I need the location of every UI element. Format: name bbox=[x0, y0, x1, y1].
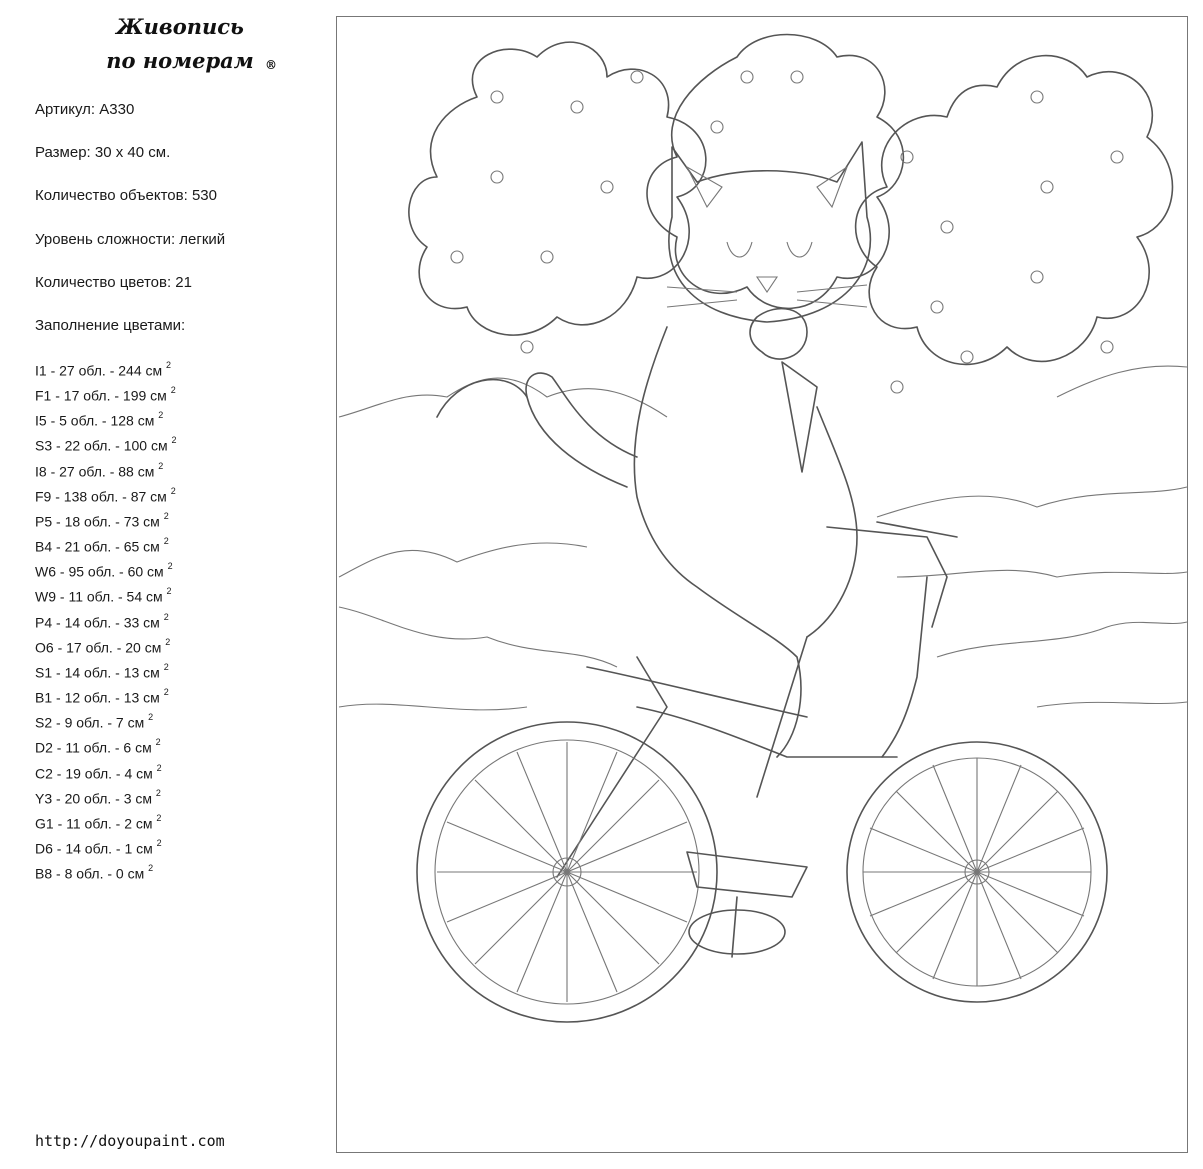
brand-logo bbox=[60, 10, 300, 78]
square-unit-superscript: 2 bbox=[156, 762, 162, 773]
color-fill-text: C2 - 19 обл. - 4 см bbox=[35, 765, 153, 782]
difficulty-level: Уровень сложности: легкий bbox=[35, 231, 226, 248]
color-fill-text: D6 - 14 обл. - 1 см bbox=[35, 840, 153, 857]
color-fill-item bbox=[35, 407, 176, 432]
square-unit-superscript: 2 bbox=[155, 737, 161, 748]
square-unit-superscript: 2 bbox=[163, 661, 169, 672]
color-fill-item bbox=[35, 760, 176, 785]
color-fill-text: D2 - 11 обл. - 6 см bbox=[35, 740, 152, 756]
color-fill-text: W6 - 95 обл. - 60 см bbox=[35, 563, 164, 580]
square-unit-superscript: 2 bbox=[170, 385, 176, 396]
color-fill-text: P4 - 14 обл. - 33 см bbox=[35, 614, 160, 631]
artwork-canvas bbox=[336, 16, 1188, 1153]
color-fill-item bbox=[35, 810, 176, 835]
color-fill-text: W9 - 11 обл. - 54 см bbox=[35, 589, 163, 606]
color-fill-text: G1 - 11 обл. - 2 см bbox=[35, 815, 153, 832]
color-fill-item bbox=[35, 357, 176, 382]
color-fill-list bbox=[35, 357, 176, 885]
square-unit-superscript: 2 bbox=[156, 837, 162, 848]
cat-on-bicycle-outline-icon bbox=[337, 17, 1189, 1154]
color-fill-text: F9 - 138 обл. - 87 см bbox=[35, 488, 167, 505]
objects-count: Количество объектов: 530 bbox=[35, 187, 217, 204]
color-fill-text: P5 - 18 обл. - 73 см bbox=[35, 513, 160, 530]
color-fill-item bbox=[35, 835, 176, 860]
square-unit-superscript: 2 bbox=[163, 510, 169, 521]
website-link[interactable]: http://doyoupaint.com bbox=[35, 1132, 225, 1150]
square-unit-superscript: 2 bbox=[170, 485, 176, 496]
registered-mark: ® bbox=[265, 58, 277, 72]
color-fill-item bbox=[35, 785, 176, 810]
color-fill-text: S1 - 14 обл. - 13 см bbox=[35, 664, 160, 681]
color-fill-item bbox=[35, 709, 176, 734]
square-unit-superscript: 2 bbox=[148, 863, 154, 874]
square-unit-superscript: 2 bbox=[163, 611, 169, 622]
color-fill-item bbox=[35, 382, 176, 407]
fill-heading: Заполнение цветами: bbox=[35, 317, 186, 334]
color-fill-text: B4 - 21 обл. - 65 см bbox=[35, 538, 160, 555]
color-fill-item bbox=[35, 684, 176, 709]
square-unit-superscript: 2 bbox=[167, 561, 173, 572]
color-fill-text: B1 - 12 обл. - 13 см bbox=[35, 689, 160, 706]
color-fill-item bbox=[35, 583, 176, 608]
square-unit-superscript: 2 bbox=[163, 687, 169, 698]
square-unit-superscript: 2 bbox=[158, 460, 164, 471]
square-unit-superscript: 2 bbox=[171, 435, 177, 446]
color-fill-item bbox=[35, 634, 176, 659]
color-fill-item bbox=[35, 533, 176, 558]
square-unit-superscript: 2 bbox=[156, 812, 162, 823]
square-unit-superscript: 2 bbox=[148, 712, 154, 723]
square-unit-superscript: 2 bbox=[155, 787, 161, 798]
color-fill-item bbox=[35, 508, 176, 533]
article-number: Артикул: А330 bbox=[35, 101, 135, 118]
color-fill-text: Y3 - 20 обл. - 3 см bbox=[35, 790, 153, 807]
color-fill-item bbox=[35, 659, 176, 684]
color-fill-text: S2 - 9 обл. - 7 см bbox=[35, 714, 145, 731]
colors-count: Количество цветов: 21 bbox=[35, 274, 192, 291]
color-fill-item bbox=[35, 458, 176, 483]
square-unit-superscript: 2 bbox=[166, 360, 172, 370]
color-fill-text: B8 - 8 обл. - 0 см bbox=[35, 865, 145, 882]
brand-title-line2: по номерам bbox=[106, 48, 254, 73]
color-fill-item bbox=[35, 432, 176, 457]
color-fill-item bbox=[35, 609, 176, 634]
square-unit-superscript: 2 bbox=[163, 536, 169, 547]
square-unit-superscript: 2 bbox=[166, 586, 172, 597]
color-fill-text: I5 - 5 обл. - 128 см bbox=[35, 412, 155, 429]
color-fill-text: I8 - 27 обл. - 88 см bbox=[35, 463, 155, 480]
color-fill-text: S3 - 22 обл. - 100 см bbox=[35, 438, 168, 455]
color-fill-item bbox=[35, 860, 176, 885]
color-fill-text: F1 - 17 обл. - 199 см bbox=[35, 387, 167, 404]
color-fill-text: I1 - 27 обл. - 244 см bbox=[35, 362, 163, 379]
info-sidebar bbox=[0, 0, 330, 1169]
square-unit-superscript: 2 bbox=[165, 636, 171, 647]
color-fill-text: O6 - 17 обл. - 20 см bbox=[35, 639, 162, 656]
brand-title-line1: Живопись bbox=[116, 14, 244, 39]
canvas-size: Размер: 30 х 40 см. bbox=[35, 144, 171, 161]
color-fill-item bbox=[35, 558, 176, 583]
color-fill-item bbox=[35, 483, 176, 508]
color-fill-item bbox=[35, 734, 176, 759]
square-unit-superscript: 2 bbox=[158, 410, 164, 421]
